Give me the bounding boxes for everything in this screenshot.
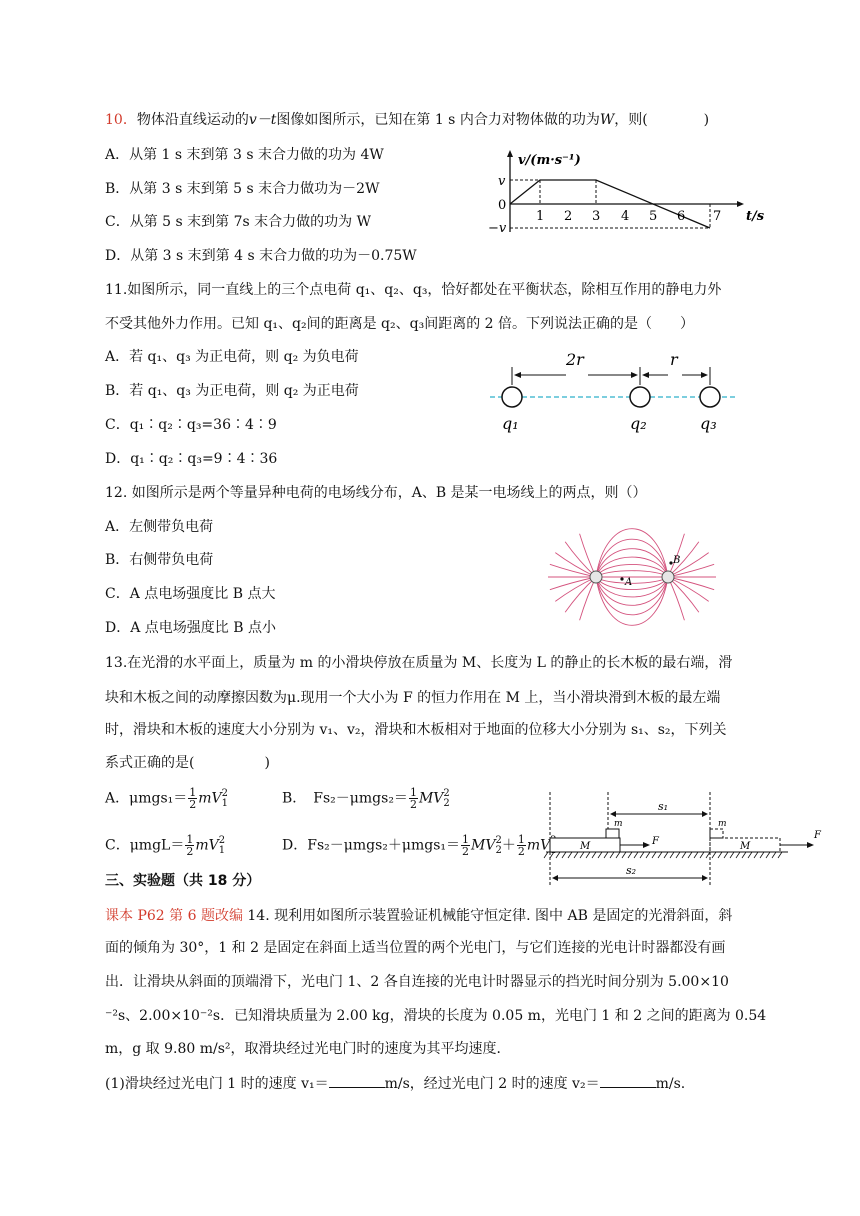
q10-option-a: A．从第 1 s 末到第 3 s 末合力做的功为 4W [105,147,384,163]
q10-ylabel: v/(m·s⁻¹) [518,153,581,168]
q11-option-d: D．q₁∶q₂∶q₃=9∶4∶36 [105,451,278,467]
q10-vt-graph [478,148,765,236]
q13-board-figure [542,792,832,888]
q10-tick: 3 [592,209,601,224]
q13-option-d: D．Fs₂－μmgs₂＋μmgs₁＝ $\frac{1}{2}$ MV 2 2 ＋ $\frac{1}{2}$ mV [282,833,551,858]
q11-charge-q2 [630,387,650,407]
q11-option-b: B．若 q₁、q₃ 为正电荷，则 q₂ 为正电荷 [105,383,359,399]
svg-text:m: m [718,819,727,829]
q10-stem: 10．物体沿直线运动的v－t图像如图所示，已知在第 1 s 内合力对物体做的功为W，则( ) [105,112,710,128]
section-heading: 三、实验题（共 18 分） [105,873,261,889]
q10-tick: 4 [621,209,630,224]
q11-charge-q1 [502,387,522,407]
q11-charge-q3 [700,387,720,407]
half-fraction: $\frac{1}{2}$ [189,786,197,811]
field-line [596,557,668,577]
q13-label-s1: s₁ [658,800,669,813]
q14-stem-5: m，g 取 9.80 m/s²，取滑块经过光电门时的速度为其平均速度． [105,1041,511,1057]
q11-option-c: C．q₁∶q₂∶q₃=36∶4∶9 [105,417,277,433]
q11-distance-r: r [670,350,678,369]
q12-option-b: B．右侧带负电荷 [105,552,214,568]
q11-stem-2: 不受其他外力作用。已知 q₁、q₂间的距离是 q₂、q₃间距离的 2 倍。下列说法正确的是（ ） [105,316,695,332]
q14-stem-4: ⁻²s、2.00×10⁻²s．已知滑块质量为 2.00 kg，滑块的长度为 0.05 m，光电门 1 和 2 之间的距离为 0.54 [105,1008,767,1024]
q10-xlabel: t/s [746,209,765,224]
q12-label-b: B [673,555,681,566]
q13-block-initial [606,829,619,838]
q14-source-tag: 课本 P62 第 6 题改编 [105,908,243,924]
q10-negv-label: −v [488,221,507,236]
half-fraction: $\frac{1}{2}$ [409,786,417,811]
q10-tick: 1 [536,209,545,224]
q12-field-figure [548,527,738,627]
q12-option-c: C．A 点电场强度比 B 点大 [105,586,276,602]
q13-label-s2: s₂ [626,864,637,877]
svg-text:F: F [814,830,821,841]
q10-zero-label: 0 [498,198,507,213]
q12-point-a [620,577,623,580]
q13-stem-2: 块和木板之间的动摩擦因数为μ.现用一个大小为 F 的恒力作用在 M 上，当小滑块滑到木板的最左端 [105,690,721,706]
svg-text:m: m [614,819,623,829]
q12-charge-right [662,571,674,583]
q11-label-q2: q₂ [630,414,647,433]
q12-stem: 12. 如图所示是两个等量异种电荷的电场线分布，A、B 是某一电场线上的两点，则（） [105,485,647,501]
svg-text:M: M [740,841,751,852]
q11-distance-2r: 2r [566,350,584,369]
field-line [555,577,596,601]
half-fraction: $\frac{1}{2}$ [462,833,470,858]
field-line [668,577,684,620]
q11-label-q3: q₃ [700,414,717,433]
q11-charge-figure [488,345,748,435]
q10-option-c: C．从第 5 s 末到第 7s 末合力做的功为 W [105,214,371,230]
q13-stem-4: 系式正确的是( ) [105,755,270,771]
q10-tick: 7 [713,209,722,224]
q14-stem-3: 出．让滑块从斜面的顶端滑下，光电门 1、2 各自连接的光电计时器显示的挡光时间分别为 5.00×10 [105,974,729,990]
q12-label-a: A [625,577,633,588]
q13-option-b: B． Fs₂－μmgs₂＝ $\frac{1}{2}$ MV 2 2 [282,786,450,811]
answer-blank-v2[interactable] [600,1073,656,1088]
q14-stem-1: 课本 P62 第 6 题改编 14. 现利用如图所示装置验证机械能守恒定律. 图中 AB 是固定的光滑斜面，斜 [105,908,733,924]
field-line [580,534,596,577]
field-line [580,577,596,620]
q12-option-d: D．A 点电场强度比 B 点小 [105,620,276,636]
q13-stem-3: 时，滑块和木板的速度大小分别为 v₁、v₂，滑块和木板相对于地面的位移大小分别为 s₁、s₂，下列关 [105,722,727,738]
svg-text:M: M [580,841,591,852]
q10-option-b: B．从第 3 s 末到第 5 s 末合力做功为－2W [105,181,380,197]
field-line [668,577,709,601]
q13-stem-1: 13.在光滑的水平面上，质量为 m 的小滑块停放在质量为 M、长度为 L 的静止的长木板的最右端，滑 [105,655,733,671]
q12-charge-left [590,571,602,583]
q10-number: 10． [105,112,137,128]
answer-blank-v1[interactable] [329,1073,385,1088]
field-line [565,577,596,612]
q11-stem-1: 11.如图所示，同一直线上的三个点电荷 q₁、q₂、q₃，恰好都处在平衡状态，除相互作用的静电力外 [105,282,722,298]
q13-option-c: C．μmgL＝ $\frac{1}{2}$ mV 2 1 [105,833,226,858]
q12-option-a: A．左侧带负电荷 [105,519,214,535]
half-fraction: $\frac{1}{2}$ [186,833,194,858]
q10-tick: 2 [564,209,573,224]
field-line [565,542,596,577]
q11-label-q1: q₁ [502,414,519,433]
q10-tick: 6 [677,209,686,224]
svg-text:F: F [652,836,659,847]
q10-v-label: v [498,174,506,189]
q13-block-final [710,829,723,838]
q10-tick: 5 [649,209,658,224]
field-line [555,553,596,577]
q14-subquestion-1: (1)滑块经过光电门 1 时的速度 v₁＝ m/s，经过光电门 2 时的速度 v₂＝ m/s. [105,1073,685,1094]
q10-option-d: D．从第 3 s 末到第 4 s 末合力做的功为－0.75W [105,248,417,264]
q14-stem-2: 面的倾角为 30°，1 和 2 是固定在斜面上适当位置的两个光电门，与它们连接的光电计时器都没有画 [105,940,726,956]
q11-option-a: A．若 q₁、q₃ 为正电荷，则 q₂ 为负电荷 [105,349,359,365]
field-line [668,577,699,612]
q13-option-a: A．μmgs₁＝ $\frac{1}{2}$ mV 2 1 [105,786,229,811]
half-fraction: $\frac{1}{2}$ [517,833,525,858]
